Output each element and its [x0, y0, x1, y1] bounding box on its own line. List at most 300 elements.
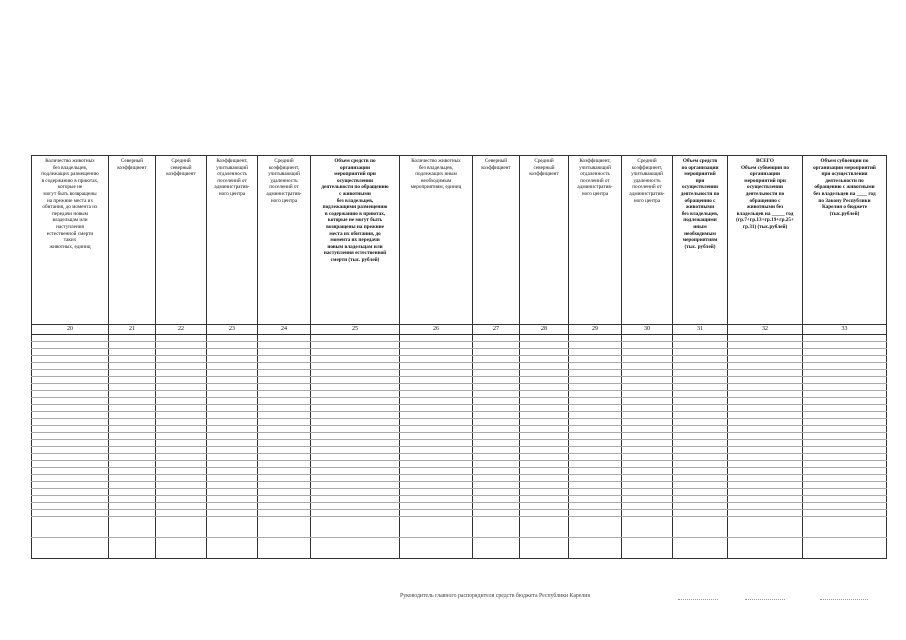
table-cell: [109, 370, 156, 377]
table-cell: [400, 391, 473, 398]
table-cell: [569, 412, 622, 419]
column-header-label: Количество животных без владельцев, подлежащих иным необходимым мероприятиям, единиц: [410, 158, 462, 191]
table-cell: [622, 447, 673, 454]
column-number: 32: [728, 325, 803, 335]
table-cell: [673, 475, 728, 482]
table-cell: [569, 398, 622, 405]
table-cell: [258, 405, 311, 412]
table-cell: [156, 349, 207, 356]
table-cell: [803, 363, 887, 370]
table-cell: [156, 335, 207, 342]
table-cell: [400, 363, 473, 370]
table-cell: [311, 433, 400, 440]
table-cell: [311, 377, 400, 384]
table-cell: [622, 342, 673, 349]
table-cell: [32, 349, 109, 356]
column-header: [32, 156, 109, 325]
table-cell: [32, 384, 109, 391]
table-cell: [673, 419, 728, 426]
table-cell: [258, 447, 311, 454]
table-row: [32, 538, 887, 559]
table-cell: [473, 454, 520, 461]
table-cell: [156, 370, 207, 377]
table-cell: [520, 433, 569, 440]
table-cell: [311, 426, 400, 433]
table-cell: [400, 503, 473, 510]
table-cell: [473, 405, 520, 412]
table-cell: [520, 349, 569, 356]
table-cell: [803, 468, 887, 475]
table-cell: [569, 391, 622, 398]
table-cell: [32, 363, 109, 370]
table-cell: [32, 475, 109, 482]
table-row: [32, 342, 887, 349]
table-cell: [109, 510, 156, 517]
column-number: 20: [32, 325, 109, 335]
table-cell: [673, 405, 728, 412]
table-cell: [803, 496, 887, 503]
table-cell: [622, 426, 673, 433]
table-cell: [622, 482, 673, 489]
table-cell: [32, 468, 109, 475]
table-cell: [32, 405, 109, 412]
table-row: [32, 468, 887, 475]
table-cell: [622, 384, 673, 391]
table-cell: [109, 482, 156, 489]
table-cell: [803, 370, 887, 377]
column-number: 27: [473, 325, 520, 335]
table-cell: [569, 363, 622, 370]
table-cell: [109, 412, 156, 419]
table-cell: [32, 335, 109, 342]
table-cell: [520, 489, 569, 496]
table-cell: [156, 475, 207, 482]
column-number: 24: [258, 325, 311, 335]
table-cell: [622, 503, 673, 510]
table-cell: [473, 426, 520, 433]
column-header: [400, 156, 473, 325]
table-cell: [311, 384, 400, 391]
table-cell: [728, 426, 803, 433]
table-cell: [311, 363, 400, 370]
table-cell: [311, 482, 400, 489]
table-cell: [520, 356, 569, 363]
table-cell: [311, 447, 400, 454]
table-cell: [673, 426, 728, 433]
table-cell: [803, 419, 887, 426]
table-cell: [109, 391, 156, 398]
table-cell: [803, 538, 887, 559]
table-cell: [673, 503, 728, 510]
table-cell: [473, 377, 520, 384]
table-cell: [109, 419, 156, 426]
table-row: [32, 496, 887, 503]
table-cell: [156, 482, 207, 489]
table-cell: [258, 384, 311, 391]
table-cell: [400, 405, 473, 412]
table-cell: [32, 447, 109, 454]
table-cell: [520, 503, 569, 510]
table-cell: [207, 412, 258, 419]
table-cell: [400, 426, 473, 433]
table-cell: [803, 447, 887, 454]
table-cell: [622, 475, 673, 482]
table-cell: [728, 384, 803, 391]
table-cell: [520, 510, 569, 517]
table-cell: [400, 335, 473, 342]
table-cell: [473, 461, 520, 468]
table-cell: [673, 538, 728, 559]
table-cell: [258, 503, 311, 510]
table-cell: [109, 349, 156, 356]
table-cell: [803, 440, 887, 447]
table-cell: [622, 363, 673, 370]
table-cell: [207, 440, 258, 447]
column-number: 33: [803, 325, 887, 335]
table-cell: [311, 405, 400, 412]
table-cell: [473, 538, 520, 559]
table-cell: [520, 475, 569, 482]
table-row: [32, 517, 887, 538]
table-cell: [258, 468, 311, 475]
table-cell: [207, 517, 258, 538]
table-cell: [207, 370, 258, 377]
table-cell: [520, 517, 569, 538]
table-cell: [673, 356, 728, 363]
table-cell: [207, 489, 258, 496]
table-cell: [400, 377, 473, 384]
column-header-label: Объем средств по организации мероприятий при осуществлении деятельности по обращению с животными без владельцев, подлежащими иным необходимым мероприятиям (тыс. рублей): [680, 158, 720, 250]
table-cell: [207, 496, 258, 503]
table-cell: [32, 370, 109, 377]
table-cell: [622, 335, 673, 342]
table-row: [32, 412, 887, 419]
table-cell: [400, 489, 473, 496]
column-number: 29: [569, 325, 622, 335]
table-cell: [400, 384, 473, 391]
table-cell: [728, 349, 803, 356]
column-header: [673, 156, 728, 325]
table-cell: [569, 370, 622, 377]
table-row: [32, 398, 887, 405]
column-header-label: Коэффициент, учитывающий отдаленность поселений от административ- ного центра: [577, 158, 613, 197]
table-cell: [400, 398, 473, 405]
table-cell: [473, 370, 520, 377]
table-row: [32, 370, 887, 377]
column-header-label: Северный коэффициент: [481, 158, 511, 171]
table-cell: [728, 405, 803, 412]
table-row: [32, 475, 887, 482]
table-cell: [728, 489, 803, 496]
table-cell: [673, 412, 728, 419]
table-cell: [258, 377, 311, 384]
table-cell: [803, 503, 887, 510]
table-cell: [728, 503, 803, 510]
table-cell: [400, 468, 473, 475]
table-cell: [520, 370, 569, 377]
table-cell: [207, 377, 258, 384]
table-cell: [520, 447, 569, 454]
table-cell: [156, 454, 207, 461]
table-cell: [156, 517, 207, 538]
table-cell: [32, 496, 109, 503]
table-cell: [311, 454, 400, 461]
table-cell: [258, 356, 311, 363]
table-cell: [32, 356, 109, 363]
table-cell: [803, 426, 887, 433]
table-cell: [32, 454, 109, 461]
table-row: [32, 391, 887, 398]
table-cell: [156, 342, 207, 349]
table-cell: [803, 489, 887, 496]
table-cell: [520, 398, 569, 405]
table-cell: [803, 482, 887, 489]
table-cell: [473, 447, 520, 454]
table-cell: [803, 412, 887, 419]
table-cell: [673, 496, 728, 503]
table-cell: [622, 496, 673, 503]
table-cell: [673, 440, 728, 447]
table-cell: [311, 370, 400, 377]
table-row: [32, 363, 887, 370]
column-header-label: Коэффициент, учитывающий отдаленность поселений от административ- ного центра: [214, 158, 250, 197]
table-cell: [473, 496, 520, 503]
table-cell: [673, 468, 728, 475]
table-cell: [569, 489, 622, 496]
table-cell: [207, 454, 258, 461]
table-cell: [32, 510, 109, 517]
table-cell: [109, 377, 156, 384]
table-cell: [473, 475, 520, 482]
table-cell: [258, 363, 311, 370]
table-cell: [32, 538, 109, 559]
table-cell: [728, 496, 803, 503]
table-cell: [728, 454, 803, 461]
table-cell: [473, 433, 520, 440]
table-row: [32, 433, 887, 440]
table-cell: [728, 419, 803, 426]
table-row: [32, 503, 887, 510]
table-cell: [311, 475, 400, 482]
table-cell: [258, 517, 311, 538]
table-cell: [803, 398, 887, 405]
header-row: [32, 156, 887, 325]
table-cell: [207, 398, 258, 405]
table-cell: [258, 412, 311, 419]
table-cell: [32, 391, 109, 398]
table-cell: [728, 391, 803, 398]
table-cell: [109, 398, 156, 405]
table-cell: [109, 496, 156, 503]
table-cell: [473, 517, 520, 538]
table-cell: [673, 461, 728, 468]
table-cell: [156, 489, 207, 496]
table-cell: [207, 461, 258, 468]
table-cell: [728, 342, 803, 349]
table-cell: [520, 377, 569, 384]
table-cell: [258, 440, 311, 447]
table-cell: [473, 342, 520, 349]
table-cell: [156, 433, 207, 440]
table-cell: [156, 356, 207, 363]
table-cell: [156, 363, 207, 370]
table-row: [32, 510, 887, 517]
column-header: [520, 156, 569, 325]
table-cell: [32, 482, 109, 489]
table-cell: [400, 461, 473, 468]
table-cell: [728, 538, 803, 559]
column-number: 23: [207, 325, 258, 335]
column-header: [156, 156, 207, 325]
table-cell: [622, 454, 673, 461]
table-cell: [207, 391, 258, 398]
table-cell: [207, 335, 258, 342]
table-cell: [32, 419, 109, 426]
table-cell: [520, 454, 569, 461]
table-cell: [311, 461, 400, 468]
table-cell: [569, 496, 622, 503]
table-cell: [400, 349, 473, 356]
column-header: [207, 156, 258, 325]
table-cell: [569, 475, 622, 482]
table-cell: [520, 496, 569, 503]
table-cell: [569, 335, 622, 342]
table-cell: [311, 398, 400, 405]
table-cell: [258, 342, 311, 349]
table-cell: [520, 538, 569, 559]
signature-line: [745, 599, 785, 600]
table-cell: [311, 538, 400, 559]
table-cell: [207, 468, 258, 475]
table-cell: [156, 510, 207, 517]
table-cell: [622, 433, 673, 440]
table-cell: [673, 384, 728, 391]
table-cell: [520, 440, 569, 447]
table-cell: [32, 412, 109, 419]
table-row: [32, 419, 887, 426]
table-cell: [311, 342, 400, 349]
table-row: [32, 482, 887, 489]
table-cell: [569, 349, 622, 356]
table-cell: [673, 363, 728, 370]
column-number: 31: [673, 325, 728, 335]
table-cell: [622, 349, 673, 356]
table-cell: [473, 398, 520, 405]
table-cell: [569, 419, 622, 426]
table-cell: [258, 461, 311, 468]
table-cell: [258, 426, 311, 433]
table-cell: [207, 510, 258, 517]
table-cell: [400, 440, 473, 447]
table-cell: [473, 510, 520, 517]
table-cell: [400, 370, 473, 377]
table-cell: [258, 496, 311, 503]
table-cell: [109, 503, 156, 510]
column-number: 22: [156, 325, 207, 335]
table-cell: [803, 454, 887, 461]
table-cell: [207, 356, 258, 363]
table-cell: [156, 405, 207, 412]
table-cell: [728, 370, 803, 377]
table-cell: [109, 489, 156, 496]
table-cell: [728, 398, 803, 405]
table-cell: [728, 510, 803, 517]
table-cell: [673, 370, 728, 377]
table-cell: [473, 349, 520, 356]
table-cell: [673, 377, 728, 384]
table-cell: [803, 349, 887, 356]
table-cell: [673, 482, 728, 489]
table-cell: [109, 363, 156, 370]
table-cell: [520, 391, 569, 398]
table-cell: [258, 433, 311, 440]
table-cell: [673, 342, 728, 349]
table-cell: [569, 468, 622, 475]
table-cell: [622, 370, 673, 377]
table-cell: [311, 349, 400, 356]
table-cell: [622, 398, 673, 405]
table-cell: [400, 510, 473, 517]
table-cell: [569, 510, 622, 517]
table-cell: [673, 398, 728, 405]
table-cell: [803, 335, 887, 342]
table-cell: [109, 517, 156, 538]
table-cell: [673, 489, 728, 496]
table-cell: [673, 335, 728, 342]
table-row: [32, 454, 887, 461]
table-cell: [520, 468, 569, 475]
table-cell: [473, 419, 520, 426]
table-cell: [803, 342, 887, 349]
table-cell: [207, 405, 258, 412]
column-header: [258, 156, 311, 325]
table-cell: [258, 370, 311, 377]
table-cell: [400, 412, 473, 419]
table-cell: [520, 335, 569, 342]
table-cell: [569, 538, 622, 559]
table-cell: [207, 475, 258, 482]
table-cell: [311, 356, 400, 363]
table-cell: [473, 440, 520, 447]
table-cell: [156, 496, 207, 503]
table-cell: [473, 356, 520, 363]
table-row: [32, 440, 887, 447]
column-header-label: Средний северный коэффициент: [529, 158, 559, 178]
table-cell: [622, 356, 673, 363]
table-cell: [622, 517, 673, 538]
table-cell: [569, 356, 622, 363]
table-cell: [109, 405, 156, 412]
table-cell: [473, 503, 520, 510]
table-cell: [311, 468, 400, 475]
table-cell: [803, 391, 887, 398]
table-cell: [569, 342, 622, 349]
column-header: [622, 156, 673, 325]
table-cell: [32, 398, 109, 405]
table-cell: [400, 496, 473, 503]
table-cell: [400, 419, 473, 426]
column-header-label: Количество животных без владельцев, подлежащих размещению в содержанию в приютах, которые не могут быть возвращены на прежние места их обитания, до момента их передачи новым владельцам или наступления естественной смерти таких животных, единиц: [41, 158, 99, 250]
table-cell: [520, 363, 569, 370]
table-cell: [622, 468, 673, 475]
table-cell: [728, 475, 803, 482]
table-cell: [803, 475, 887, 482]
table-cell: [622, 419, 673, 426]
table-cell: [311, 517, 400, 538]
table-cell: [728, 377, 803, 384]
table-cell: [207, 447, 258, 454]
table-cell: [311, 440, 400, 447]
